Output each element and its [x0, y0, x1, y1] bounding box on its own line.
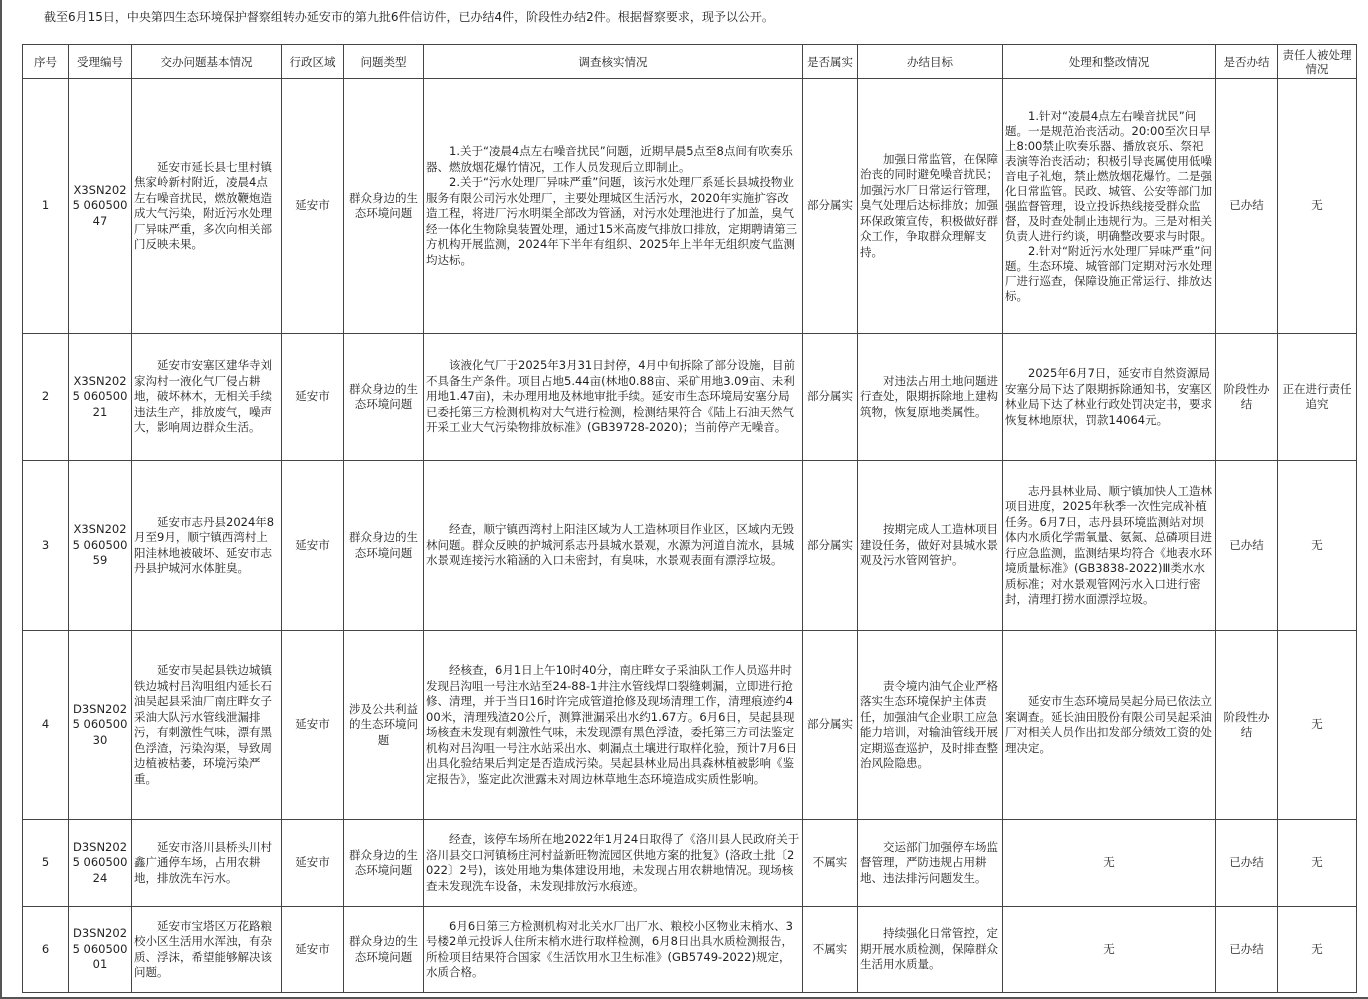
cell-done: 已办结: [1216, 820, 1278, 907]
cell-region: 延安市: [282, 907, 344, 993]
cell-handling: 志丹县林业局、顺宁镇加快人工造林项目进度，2025年秋季一次性完成补植任务。6月7日，志丹县环境监测站对坝体内水质化学需氧量、氨氮、总磷项目进行应急监测，监测结果均符合《地表水环境质量标准》(GB3838-2022)Ⅲ类水水质标准；对水景观管网污水入口进行密封，清理打捞水面漂浮垃圾。: [1003, 461, 1216, 631]
cell-type: 群众身边的生态环境问题: [344, 820, 424, 907]
cell-done: 已办结: [1216, 79, 1278, 334]
cell-type: 群众身边的生态环境问题: [344, 461, 424, 631]
table-row: [23, 907, 1357, 993]
cell-id: X3SN2025 06050021: [69, 334, 132, 461]
cell-investigation: 经核查，6月1日上午10时40分，南庄畔女子采油队工作人员巡井时发现吕沟咀一号注水站至24-88-1井注水管线焊口裂缝刺漏，立即进行抢修、清理，并于当日16时许完成管道抢修及现场清理工作，清理痕迹约400米，清理残渣20公斤，测算泄漏采出水约1.67方。6月6日，吴起县现场核查未发现有刺激性气味，未发现漂有黑色浮渣，委托第三方司法鉴定机构对吕沟咀一号注水站采出水、刺漏点土壤进行取样化验，预计7月6日出具化验结果后判定是否造成污染。吴起县林业局出具森林植被影响《鉴定报告》，鉴定此次泄露未对周边林草地生态环境造成实质性影响。: [424, 631, 803, 820]
header-handling: 处理和整改情况: [1003, 45, 1216, 79]
cell-handling: 无: [1003, 820, 1216, 907]
cell-punish: 无: [1278, 820, 1357, 907]
petition-table: [22, 44, 1357, 993]
header-punish: 责任人被处理情况: [1278, 45, 1357, 79]
cell-goal: 按期完成人工造林项目建设任务，做好对县城水景观及污水管网管护。: [858, 461, 1003, 631]
cell-seq: 5: [23, 820, 69, 907]
header-goal: 办结目标: [858, 45, 1003, 79]
cell-investigation: [424, 79, 803, 334]
header-done: 是否办结: [1216, 45, 1278, 79]
cell-punish: 正在进行责任追究: [1278, 334, 1357, 461]
cell-problem: 延安市宝塔区万花路粮校小区生活用水浑浊，有杂质、浮沫，希望能够解决该问题。: [132, 907, 282, 993]
cell-investigation: 经查，该停车场所在地2022年1月24日取得了《洛川县人民政府关于洛川县交口河镇杨庄河村益新旺物流园区供地方案的批复》(洛政土批〔2022〕2号)，该处用地为集体建设用地，未发现占用农耕地情况。现场核查未发现洗车设备，未发现排放污水痕迹。: [424, 820, 803, 907]
cell-id: D3SN2025 06050024: [69, 820, 132, 907]
cell-done: 阶段性办结: [1216, 334, 1278, 461]
cell-type: 群众身边的生态环境问题: [344, 907, 424, 993]
cell-problem: 延安市延长县七里村镇焦家岭新村附近，凌晨4点左右噪音扰民，燃放鞭炮造成大气污染，附近污水处理厂异味严重，多次向相关部门反映未果。: [132, 79, 282, 334]
cell-region: 延安市: [282, 334, 344, 461]
investigation-paragraph-1: 1.关于“凌晨4点左右噪音扰民”问题，近期早晨5点至8点间有吹奏乐器、燃放烟花爆竹情况，工作人员发现后立即制止。: [426, 144, 793, 174]
cell-goal: 责令境内油气企业严格落实生态环境保护主体责任，加强油气企业职工应急能力培训，对输油管线开展定期巡查巡护，及时排查整治风险隐患。: [858, 631, 1003, 820]
table-row: [23, 79, 1357, 334]
cell-punish: 无: [1278, 461, 1357, 631]
cell-id: D3SN2025 06050001: [69, 907, 132, 993]
cell-true: 部分属实: [803, 631, 858, 820]
cell-seq: 1: [23, 79, 69, 334]
cell-true: 部分属实: [803, 334, 858, 461]
cell-id: X3SN2025 06050047: [69, 79, 132, 334]
header-type: 问题类型: [344, 45, 424, 79]
cell-region: 延安市: [282, 79, 344, 334]
cell-region: 延安市: [282, 631, 344, 820]
cell-problem: 延安市洛川县桥头川村鑫广通停车场，占用农耕地，排放洗车污水。: [132, 820, 282, 907]
cell-investigation: 该液化气厂于2025年3月31日封停，4月中旬拆除了部分设施，目前不具备生产条件。项目占地5.44亩(林地0.88亩、采矿用地3.09亩、未利用地1.47亩)，未办理用地及林地审批手续。延安市生态环境局安塞分局已委托第三方检测机构对大气进行检测，检测结果符合《陆上石油天然气开采工业大气污染物排放标准》(GB39728-2020)；当前停产无噪音。: [424, 334, 803, 461]
cell-handling: 延安市生态环境局吴起分局已依法立案调查。延长油田股份有限公司吴起采油厂对相关人员作出扣发部分绩效工资的处理决定。: [1003, 631, 1216, 820]
table-header-row: [23, 45, 1357, 79]
intro-text: 截至6月15日，中央第四生态环境保护督察组转办延安市的第九批6件信访件，已办结4件，阶段性办结2件。根据督察要求，现予以公开。: [44, 10, 774, 24]
cell-goal: 对违法占用土地问题进行查处，限期拆除地上建构筑物，恢复原地类属性。: [858, 334, 1003, 461]
header-id: 受理编号: [69, 45, 132, 79]
cell-id: X3SN2025 06050059: [69, 461, 132, 631]
cell-id: D3SN2025 06050030: [69, 631, 132, 820]
cell-type: 涉及公共利益的生态环境问题: [344, 631, 424, 820]
cell-true: 部分属实: [803, 79, 858, 334]
page-left-border: [0, 0, 2, 999]
cell-handling: 2025年6月7日，延安市自然资源局安塞分局下达了限期拆除通知书，安塞区林业局下达了林业行政处罚决定书，要求恢复林地原状，罚款14064元。: [1003, 334, 1216, 461]
cell-punish: 无: [1278, 907, 1357, 993]
cell-region: 延安市: [282, 461, 344, 631]
cell-punish: 无: [1278, 631, 1357, 820]
cell-done: 已办结: [1216, 907, 1278, 993]
cell-problem: 延安市志丹县2024年8月至9月，顺宁镇西湾村上阳洼林地被破坏、延安市志丹县护城河水体脏臭。: [132, 461, 282, 631]
cell-type: 群众身边的生态环境问题: [344, 334, 424, 461]
cell-seq: 2: [23, 334, 69, 461]
header-seq: 序号: [23, 45, 69, 79]
cell-problem: 延安市吴起县铁边城镇铁边城村吕沟咀组内延长石油吴起县采油厂南庄畔女子采油大队污水管线泄漏排污，有刺激性气味，漂有黑色浮渣，污染沟渠，导致周边植被枯萎，环境污染严重。: [132, 631, 282, 820]
cell-goal: 持续强化日常管控，定期开展水质检测，保障群众生活用水质量。: [858, 907, 1003, 993]
cell-investigation: 6月6日第三方检测机构对北关水厂出厂水、粮校小区物业末梢水、3号楼2单元投诉人住所末梢水进行取样检测，6月8日出具水质检测报告，所检项目结果符合国家《生活饮用水卫生标准》(GB5749-2022)规定，水质合格。: [424, 907, 803, 993]
cell-handling: 无: [1003, 907, 1216, 993]
cell-seq: 6: [23, 907, 69, 993]
cell-region: 延安市: [282, 820, 344, 907]
cell-done: 已办结: [1216, 461, 1278, 631]
cell-problem: 延安市安塞区建华寺刘家沟村一液化气厂侵占耕地，破坏林木，无相关手续违法生产，排放废气，噪声大，影响周边群众生活。: [132, 334, 282, 461]
cell-goal: 交运部门加强停车场监督管理，严防违规占用耕地、违法排污问题发生。: [858, 820, 1003, 907]
cell-seq: 3: [23, 461, 69, 631]
cell-done: 阶段性办结: [1216, 631, 1278, 820]
header-region: 行政区域: [282, 45, 344, 79]
cell-goal: 加强日常监管，在保障治丧的同时避免噪音扰民；加强污水厂日常运行管理，臭气处理后达标排放；加强环保政策宣传，积极做好群众工作，争取群众理解支持。: [858, 79, 1003, 334]
table-row: [23, 334, 1357, 461]
table-row: [23, 461, 1357, 631]
cell-punish: 无: [1278, 79, 1357, 334]
table-row: [23, 820, 1357, 907]
header-true: 是否属实: [803, 45, 858, 79]
header-problem: 交办问题基本情况: [132, 45, 282, 79]
cell-true: 不属实: [803, 820, 858, 907]
cell-investigation: 经查，顺宁镇西湾村上阳洼区域为人工造林项目作业区，区域内无毁林问题。群众反映的护城河系志丹县城水景观，水源为河道自流水，县城水景观连接污水箱涵的入口未密封，有臭味，水景观表面有漂浮垃圾。: [424, 461, 803, 631]
cell-seq: 4: [23, 631, 69, 820]
investigation-paragraph-2: 2.关于“污水处理厂异味严重”问题，该污水处理厂系延长县城投物业服务有限公司污水处理厂，主要处理城区生活污水，2020年实施扩容改造工程，将进厂污水明渠全部改为管涵，对污水处理池进行了加盖，臭气经一体化生物除臭装置处理，通过15米高废气排放口排放，定期聘请第三方机构开展监测，2024年下半年有组织、2025年上半年无组织废气监测均达标。: [426, 175, 798, 267]
table-row: [23, 631, 1357, 820]
cell-type: 群众身边的生态环境问题: [344, 79, 424, 334]
header-investigation: 调查核实情况: [424, 45, 803, 79]
cell-handling: [1003, 79, 1216, 334]
cell-true: 不属实: [803, 907, 858, 993]
handling-paragraph-2: 2.针对“附近污水处理厂异味严重”问题。生态环境、城管部门定期对污水处理厂进行巡查，保障设施正常运行、排放达标。: [1005, 243, 1212, 303]
handling-paragraph-1: 1.针对“凌晨4点左右噪音扰民”问题。一是规范治丧活动。20:00至次日早上8:00禁止吹奏乐器、播放哀乐、祭祀表演等治丧活动；积极引导丧属使用低噪音电子礼炮，禁止燃放烟花爆竹。二是强化日常监管。民政、城管、公安等部门加强监督管理，设立投诉热线接受群众监督，及时查处制止违规行为。三是对相关负责人进行约谈，明确整改要求与时限。: [1005, 108, 1212, 243]
cell-true: 部分属实: [803, 461, 858, 631]
